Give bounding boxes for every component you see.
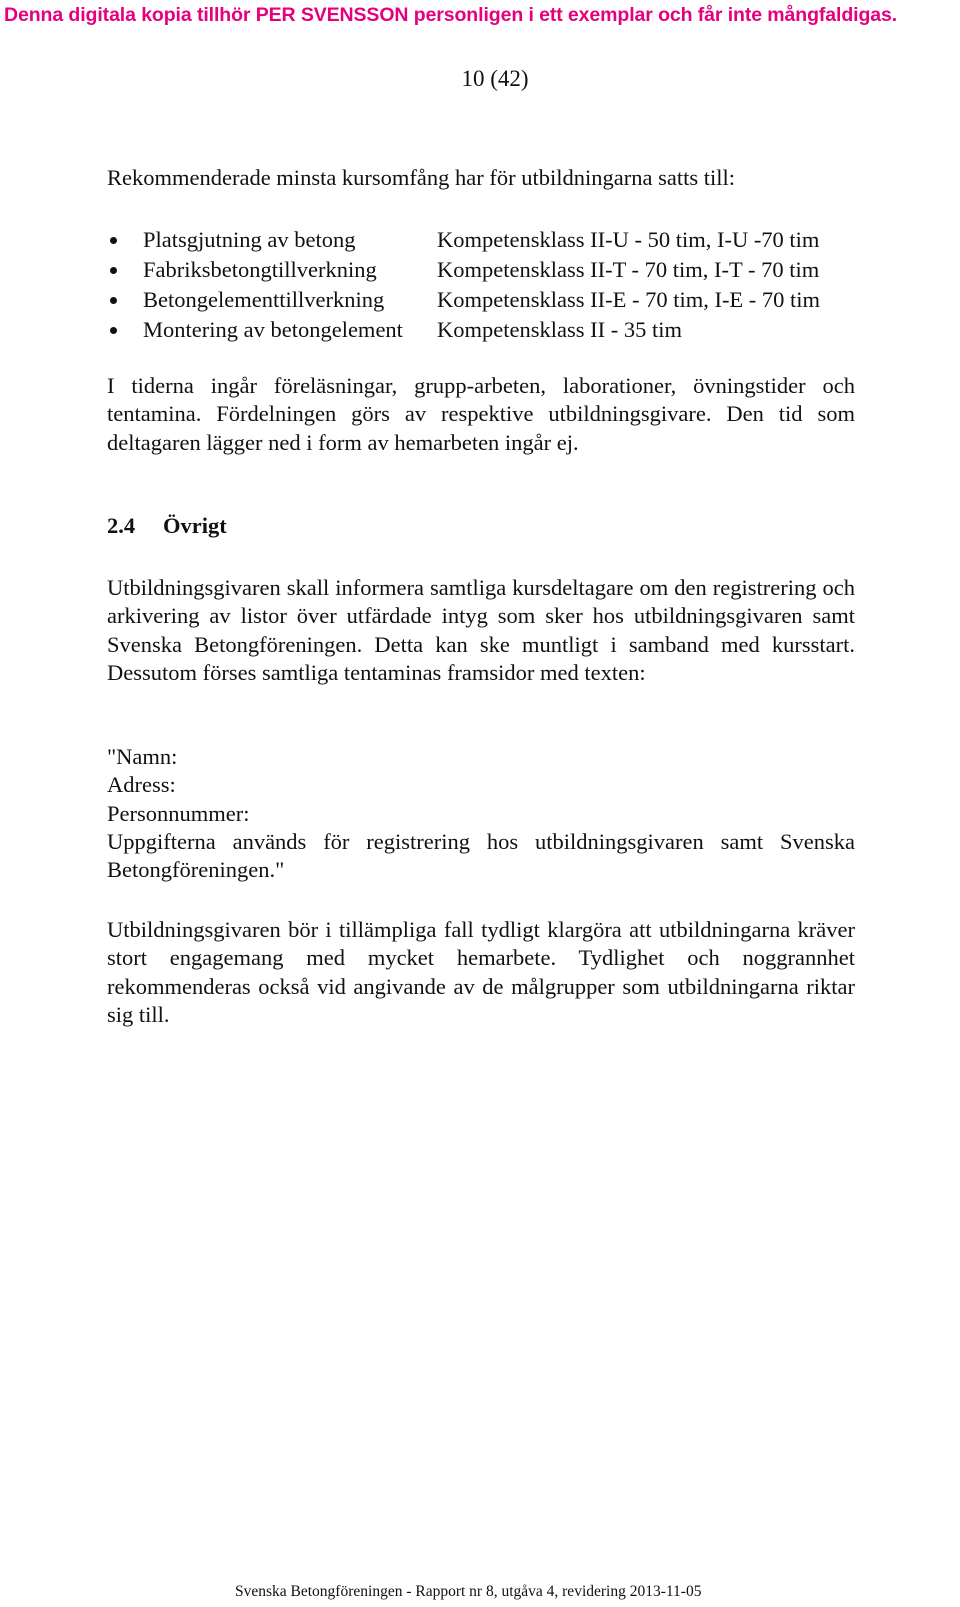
intro-text: Rekommenderade minsta kursomfång har för utbildningarna satts till: (107, 165, 735, 190)
quote-line: Personnummer: (107, 800, 250, 826)
course-name: Fabriksbetongtillverkning (143, 257, 377, 282)
paragraph-clarity: Utbildningsgivaren bör i tillämpliga fall tydligt klargöra att utbildningarna kräver stort engagemang med mycket hemarbete. Tydlighet och noggrannhet rekommenderas också vid angivande av de målgrupper som utbildningarna riktar sig till. (107, 917, 855, 1027)
bullet-icon (110, 297, 117, 304)
section-title: Övrigt (163, 513, 227, 538)
course-name: Montering av betongelement (143, 317, 403, 342)
list-item (107, 315, 867, 345)
list-item (107, 285, 867, 315)
page-footer: Svenska Betongföreningen - Rapport nr 8, utgåva 4, revidering 2013-11-05 (235, 1583, 702, 1600)
exam-cover-text (107, 743, 855, 884)
bullet-icon (110, 237, 117, 244)
page-number: 10 (42) (461, 66, 529, 91)
bullet-icon (110, 267, 117, 274)
course-hours: Kompetensklass II-U - 50 tim, I-U -70 tim (437, 227, 820, 252)
course-name: Betongelementtillverkning (143, 287, 385, 312)
course-hours: Kompetensklass II-T - 70 tim, I-T - 70 tim (437, 257, 820, 282)
watermark-notice: Denna digitala kopia tillhör PER SVENSSON personligen i ett exemplar och får inte mångfaldigas. (4, 4, 898, 26)
section-heading (107, 513, 227, 539)
section-number: 2.4 (107, 513, 136, 538)
list-item (107, 255, 867, 285)
course-hours-list (107, 225, 867, 345)
quote-line: "Namn: (107, 744, 178, 769)
course-hours: Kompetensklass II-E - 70 tim, I-E - 70 tim (437, 287, 821, 312)
quote-line: Uppgifterna används för registrering hos utbildningsgivaren samt Svenska Betongföreningen." (107, 828, 855, 883)
course-name: Platsgjutning av betong (143, 227, 356, 252)
paragraph-time-breakdown: I tiderna ingår föreläsningar, grupp-arbeten, laborationer, övningstider och tentamina. Fördelningen görs av respektive utbildningsgivare. Den tid som deltagaren lägger ned i form av hemarbeten ingår ej. (107, 373, 855, 455)
quote-line: Adress: (107, 772, 176, 798)
bullet-icon (110, 327, 117, 334)
paragraph-registration: Utbildningsgivaren skall informera samtliga kursdeltagare om den registrering och arkivering av listor över utfärdade intyg som sker hos utbildningsgivaren samt Svenska Betongföreningen. Detta kan ske muntligt i samband med kursstart. Dessutom förses samtliga tentaminas framsidor med texten: (107, 575, 855, 685)
list-item (107, 225, 867, 255)
course-hours: Kompetensklass II - 35 tim (437, 317, 682, 342)
